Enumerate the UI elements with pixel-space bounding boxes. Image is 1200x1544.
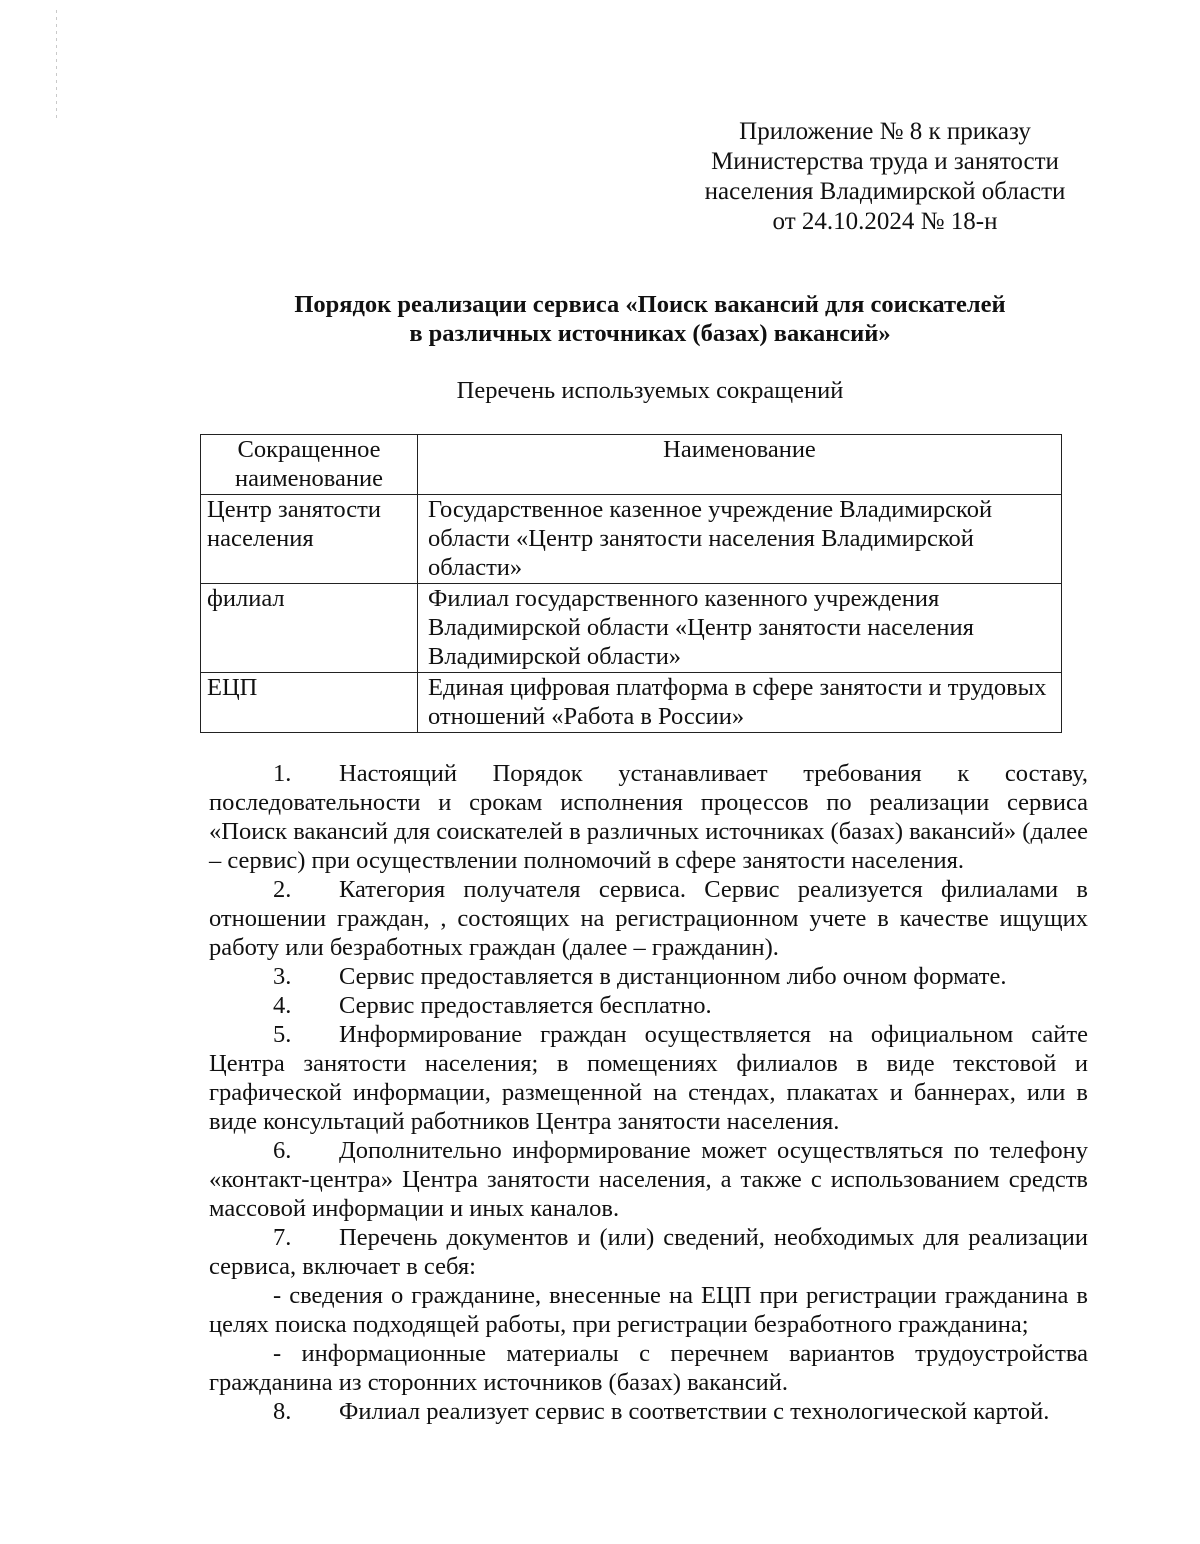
list-subitem (209, 1281, 1088, 1339)
table-row (201, 673, 1062, 733)
abbreviations-table (200, 434, 1062, 733)
item-text: Перечень документов и (или) сведений, необходимых для реализации сервиса, включает в себя: (209, 1224, 1088, 1280)
document-title-line: Порядок реализации сервиса «Поиск вакансий для соискателей (294, 291, 1006, 318)
table-cell-short: Центр занятости населения (201, 495, 418, 584)
table-cell-short: ЕЦП (201, 673, 418, 733)
appendix-header (640, 117, 1130, 237)
list-item (209, 875, 1088, 962)
item-text: Сервис предоставляется в дистанционном либо очном формате. (339, 963, 1007, 990)
item-text: Сервис предоставляется бесплатно. (339, 992, 712, 1019)
document-body (209, 759, 1088, 1426)
table-cell-short: филиал (201, 584, 418, 673)
appendix-header-line: Министерства труда и занятости (711, 148, 1059, 175)
list-item (209, 962, 1088, 991)
list-item (209, 759, 1088, 875)
item-number: 2. (273, 876, 292, 903)
table-row (201, 584, 1062, 673)
table-row (201, 495, 1062, 584)
table-cell-full: Филиал государственного казенного учреждения Владимирской области «Центр занятости населения Владимирской области» (418, 584, 1062, 673)
item-text: - информационные материалы с перечнем вариантов трудоустройства гражданина из сторонних источников (базах) вакансий. (209, 1340, 1088, 1396)
column-header-short: Сокращенное наименование (201, 435, 418, 495)
abbreviations-heading: Перечень используемых сокращений (456, 377, 844, 404)
list-item (209, 1136, 1088, 1223)
appendix-header-line: населения Владимирской области (704, 178, 1066, 205)
item-text: Настоящий Порядок устанавливает требования к составу, последовательности и срокам исполнения процессов по реализации сервиса «Поиск вакансий для соискателей в различных источниках (базах) вакансий» (далее – сервис) при осуществлении полномочий в сфере занятости населения. (209, 760, 1088, 874)
table-header-row (201, 435, 1062, 495)
appendix-header-line: Приложение № 8 к приказу (739, 118, 1031, 145)
list-item (209, 1223, 1088, 1281)
document-title (150, 290, 1150, 348)
item-number: 7. (273, 1224, 292, 1251)
item-number: 5. (273, 1021, 292, 1048)
table-cell-full: Государственное казенное учреждение Владимирской области «Центр занятости населения Владимирской области» (418, 495, 1062, 584)
list-subitem (209, 1339, 1088, 1397)
item-text: Филиал реализует сервис в соответствии с технологической картой. (339, 1398, 1050, 1425)
list-item (209, 1397, 1088, 1426)
item-number: 1. (273, 760, 292, 787)
table-cell-full: Единая цифровая платформа в сфере занятости и трудовых отношений «Работа в России» (418, 673, 1062, 733)
item-number: 4. (273, 992, 292, 1019)
list-item (209, 1020, 1088, 1136)
item-text: Информирование граждан осуществляется на официальном сайте Центра занятости населения; в помещениях филиалов в виде текстовой и графической информации, размещенной на стендах, плакатах и баннерах, или в виде консультаций работников Центра занятости населения. (209, 1021, 1088, 1135)
item-number: 6. (273, 1137, 292, 1164)
item-text: Дополнительно информирование может осуществляться по телефону «контакт-центра» Центра занятости населения, а также с использованием средств массовой информации и иных каналов. (209, 1137, 1088, 1222)
item-number: 8. (273, 1398, 292, 1425)
item-text: - сведения о гражданине, внесенные на ЕЦП при регистрации гражданина в целях поиска подходящей работы, при регистрации безработного гражданина; (209, 1282, 1088, 1338)
document-title-line: в различных источниках (базах) вакансий» (409, 320, 891, 347)
list-item (209, 991, 1088, 1020)
item-number: 3. (273, 963, 292, 990)
appendix-header-line: от 24.10.2024 № 18-н (772, 208, 998, 235)
column-header-full: Наименование (418, 435, 1062, 495)
scan-artifact (56, 10, 57, 120)
item-text: Категория получателя сервиса. Сервис реализуется филиалами в отношении граждан, , состоящих на регистрационном учете в качестве ищущих работу или безработных граждан (далее – гражданин). (209, 876, 1088, 961)
